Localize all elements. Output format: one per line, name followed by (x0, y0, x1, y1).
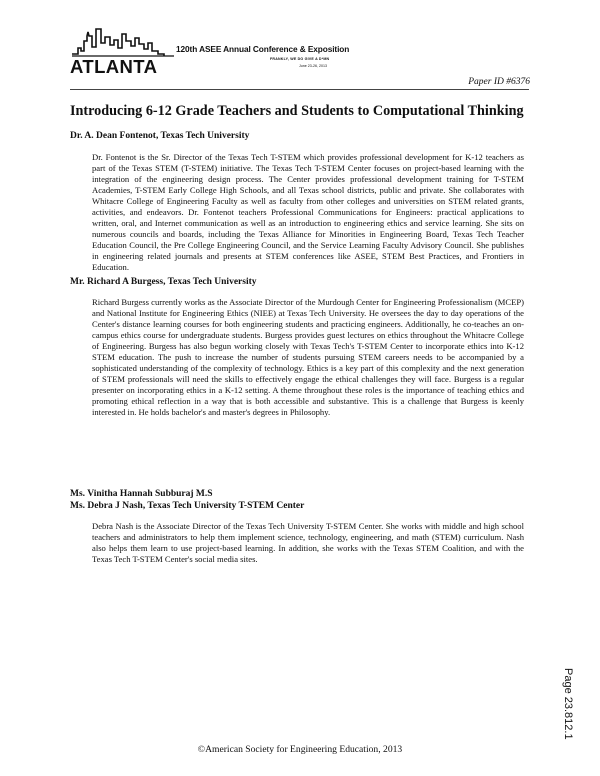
conference-name: 120th ASEE Annual Conference & Exposition (176, 44, 350, 54)
logo-wordmark: ATLANTA (70, 56, 158, 77)
copyright-footer: ©American Society for Engineering Education, 2013 (197, 744, 403, 755)
conference-tagline: FRANKLY, WE DO GIVE A D*MN (270, 57, 330, 61)
author-bio: Debra Nash is the Associate Director of the Texas Tech University T-STEM Center. She works with middle and high school teachers and administrators to help them implement science, technology, engineering, and math (STEM) curriculum. Nash also helps them learn to use project-based learning. In addition, she works with the Texas STEM Coalition, and with the Texas Tech T-STEM Center's social media sites. (92, 521, 524, 565)
author-bio: Richard Burgess currently works as the Associate Director of the Murdough Center for Engineering Professionalism (MCEP) and National Institute for Engineering Ethics (NIEE) at Texas Tech University. He oversees the day to day operations of the Center's distance learning courses for both engineering students and practicing engineers. Additionally, he co-teaches an on-campus ethics course for undergraduate students. Burgess provides guest lectures on ethics throughout the Whitacre College of Engineering. Burgess has also begun working closely with Texas Tech's T-STEM Center to incorporate ethics into K-12 STEM education. The push to increase the number of students pursuing STEM careers needs to be accompanied by a sophisticated understanding of the complexity of technology. Ethics is a key part of this complexity and the next generation of STEM professionals will need the skills to effectively engage the ethical challenges they will face. Burgess is a regular presenter on incorporating ethics in a K-12 setting. A theme throughout these roles is the importance of teaching ethics and promoting ethical reflection in a way that is both accessible and substantive. This is a challenge that Burgess is keenly interested in. He holds bachelor's and master's degrees in Philosophy. (92, 297, 524, 418)
author-name: Mr. Richard A Burgess, Texas Tech University (70, 277, 257, 287)
paper-id: Paper ID #6376 (468, 77, 530, 87)
author-name: Ms. Debra J Nash, Texas Tech University T-STEM Center (70, 501, 305, 511)
header-divider (70, 89, 529, 90)
author-name: Ms. Vinitha Hannah Subburaj M.S (70, 489, 213, 499)
conference-logo (70, 27, 180, 79)
author-name: Dr. A. Dean Fontenot, Texas Tech University (70, 131, 250, 141)
side-page-number: Page 23.812.1 (562, 668, 574, 740)
conference-dates: June 23-26, 2013 (299, 64, 327, 68)
paper-title: Introducing 6-12 Grade Teachers and Students to Computational Thinking (70, 103, 524, 119)
author-bio: Dr. Fontenot is the Sr. Director of the Texas Tech T-STEM which provides professional development for K-12 teachers as part of the Texas STEM (T-STEM) initiative. The Texas Tech T-STEM Center focuses on project-based learning with the integration of the engineering design process. The Center provides professional development training for T-STEM Academies, T-STEM Early College High Schools, and all Texas school districts, public and private. She collaborates with Whitacre College of Engineering Faculty as well as faculty from other colleges and universities on STEM related grants, activities, and endeavors. Dr. Fontenot teachers Professional Communications for Engineers: practical applications to written, oral, and Internet communication as well as an introduction to engineering ethics and service learning. She sits on numerous councils and boards, including the Texas Alliance for Minorities in Engineering Board, Texas Tech Teacher Education Council, the Pre College Engineering Council, and the Service Learning Faculty Advisory Council. She publishes in engineering related journals and presents at STEM conferences like ASEE, STEM Best Practices, and Frontiers in Education. (92, 152, 524, 273)
